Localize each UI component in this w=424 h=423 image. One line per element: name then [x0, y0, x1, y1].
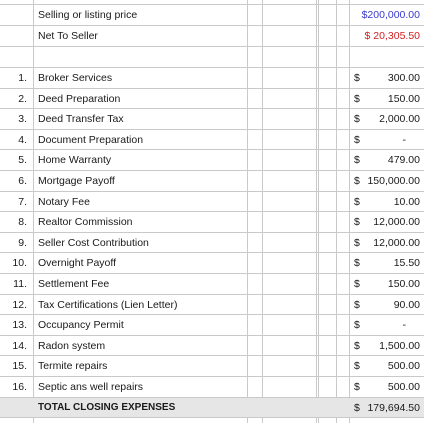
expense-value: 300.00: [387, 72, 420, 84]
expense-value: 500.00: [387, 360, 420, 373]
expense-amount: [350, 150, 424, 170]
expense-row: [0, 191, 424, 212]
expense-row: [0, 88, 424, 109]
expense-label: Home Warranty: [38, 154, 112, 167]
row-number: 11.: [13, 278, 27, 290]
row-number: 5.: [18, 154, 27, 167]
expense-label: Septic ans well repairs: [38, 381, 144, 393]
currency-sign: $: [354, 257, 360, 270]
expense-label: Deed Transfer Tax: [38, 113, 124, 126]
row-number: 4.: [18, 133, 27, 146]
row-number: 1.: [18, 72, 27, 84]
row-number: 8.: [18, 216, 27, 229]
expense-label: Termite repairs: [38, 360, 108, 373]
expense-amount: [350, 274, 424, 294]
currency-sign: $: [354, 402, 360, 414]
expense-label: Realtor Commission: [38, 216, 133, 229]
currency-sign: $: [354, 236, 360, 249]
expense-amount: [350, 109, 424, 129]
currency-sign: $: [354, 381, 360, 393]
summary-amount: $ 20,305.50: [364, 30, 420, 42]
currency-sign: $: [354, 216, 360, 229]
row-number: 16.: [12, 381, 27, 393]
expense-amount: [350, 68, 424, 88]
currency-sign: $: [354, 72, 360, 84]
expense-row: [0, 314, 424, 335]
row-number: 2.: [18, 92, 27, 105]
expense-amount: [350, 336, 424, 356]
expense-value: 500.00: [387, 381, 420, 393]
expense-amount: [350, 253, 424, 273]
expense-value: 1,500.00: [379, 339, 420, 352]
summary-amount: $200,000.00: [361, 9, 420, 21]
currency-sign: $: [354, 195, 360, 208]
currency-sign: $: [354, 113, 360, 126]
summary-label: Net To Seller: [38, 30, 98, 42]
expense-amount: [350, 171, 424, 191]
expense-value: 479.00: [387, 154, 420, 167]
expense-label: Radon system: [38, 339, 106, 352]
row-number: 14.: [12, 339, 27, 352]
row-number: 12.: [12, 298, 27, 311]
expense-row: [0, 211, 424, 232]
total-row: [0, 397, 424, 418]
expense-row: [0, 232, 424, 253]
currency-sign: $: [354, 298, 360, 311]
currency-sign: $: [354, 278, 360, 290]
expense-value: 12,000.00: [373, 236, 420, 249]
expense-amount: [350, 377, 424, 397]
expense-label: Seller Cost Contribution: [38, 236, 149, 249]
expense-amount: [350, 212, 424, 232]
currency-sign: $: [354, 360, 360, 373]
expense-amount: [350, 130, 424, 150]
summary-label: Selling or listing price: [38, 9, 138, 21]
expense-row: [0, 129, 424, 150]
expense-value: -: [402, 319, 406, 332]
expense-row: [0, 170, 424, 191]
expense-amount: [350, 295, 424, 315]
currency-sign: $: [354, 133, 360, 146]
expense-amount: [350, 356, 424, 376]
expense-label: Deed Preparation: [38, 92, 121, 105]
expense-value: -: [402, 133, 406, 146]
expense-row: [0, 108, 424, 129]
expense-label: Notary Fee: [38, 195, 90, 208]
summary-row: [0, 4, 424, 25]
total-label: TOTAL CLOSING EXPENSES: [38, 402, 176, 413]
row-number: 6.: [18, 175, 27, 187]
row-number: 13.: [12, 319, 27, 332]
row-number: 3.: [18, 113, 27, 126]
expense-amount: [350, 89, 424, 109]
expense-value: 150.00: [387, 92, 420, 105]
expense-value: 150.00: [387, 278, 420, 290]
expense-row: [0, 149, 424, 170]
currency-sign: $: [354, 154, 360, 167]
expense-amount: [350, 233, 424, 253]
total-amount: [350, 398, 424, 418]
expense-row: [0, 67, 424, 88]
currency-sign: $: [354, 319, 360, 332]
expense-value: 2,000.00: [379, 113, 420, 126]
expense-amount: [350, 192, 424, 212]
expense-label: Mortgage Payoff: [38, 175, 115, 187]
expense-amount: [350, 315, 424, 335]
currency-sign: $: [354, 175, 360, 187]
expense-label: Document Preparation: [38, 133, 144, 146]
expense-value: 15.50: [393, 257, 420, 270]
total-value: 179,694.50: [367, 402, 420, 414]
expense-label: Occupancy Permit: [38, 319, 124, 332]
row-number: 10.: [12, 257, 27, 270]
row-number: 9.: [18, 236, 27, 249]
expense-row: [0, 335, 424, 356]
expense-label: Tax Certifications (Lien Letter): [38, 298, 178, 311]
expense-row: [0, 355, 424, 376]
expense-value: 90.00: [393, 298, 420, 311]
expense-row: [0, 294, 424, 315]
currency-sign: $: [354, 92, 360, 105]
currency-sign: $: [354, 339, 360, 352]
expense-value: 10.00: [393, 195, 420, 208]
expense-label: Settlement Fee: [38, 278, 110, 290]
expense-row: [0, 376, 424, 397]
row-number: 7.: [18, 195, 27, 208]
summary-row: [0, 25, 424, 46]
expense-row: [0, 273, 424, 294]
expense-value: 12,000.00: [373, 216, 420, 229]
expense-row: [0, 252, 424, 273]
expense-label: Overnight Payoff: [38, 257, 117, 270]
row-number: 15.: [12, 360, 27, 373]
blank-row: [0, 46, 424, 67]
expense-label: Broker Services: [38, 72, 113, 84]
expense-value: 150,000.00: [367, 175, 420, 187]
